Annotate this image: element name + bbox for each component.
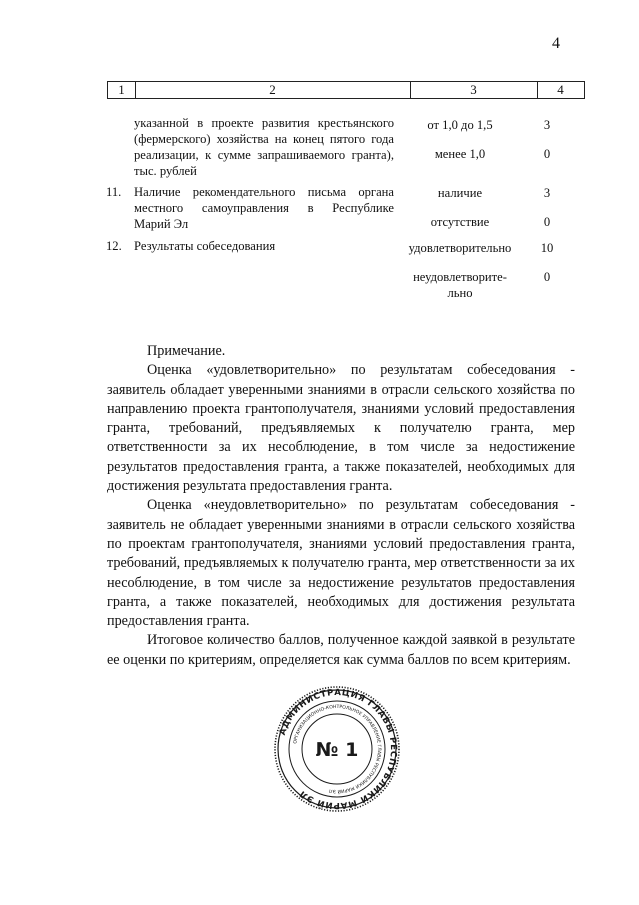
option-score: 0	[543, 147, 551, 161]
stamp-seal-icon	[272, 684, 402, 814]
criterion-line: (фермерского) хозяйства на конец пятого года	[134, 132, 394, 146]
option-score: 3	[543, 118, 551, 132]
table-header-row	[107, 81, 585, 99]
note-title: Примечание.	[147, 343, 226, 359]
criterion-line: указанной в проекте развития крестьянского	[134, 116, 394, 130]
option-value: от 1,0 до 1,5	[427, 118, 493, 132]
option-value: наличие	[437, 186, 483, 200]
note-paragraph: Оценка «удовлетворительно» по результатам собеседования - заявитель обладает уверенными знаниями в отрасли сельского хозяйства по направлению проекта грантополучателя, знаниями условий предоставления гранта, требований, предъявляемых к получателю гранта, мер ответственности за их несоблюдение, в том числе за недостижение результатов предоставления гранта, а также показателей, необходимых для достижения результата предоставления гранта.	[107, 362, 575, 495]
note-paragraph: Итоговое количество баллов, полученное каждой заявкой в результате ее оценки по критериям, определяется как сумма баллов по всем критериям.	[107, 632, 575, 668]
criterion-line: Наличие рекомендательного письма органа	[134, 185, 394, 199]
criterion-text: Результаты собеседования	[134, 239, 276, 253]
stamp-outer-text: АДМИНИСТРАЦИЯ ГЛАВЫ РЕСПУБЛИКИ МАРИЙ ЭЛ	[277, 687, 399, 811]
criterion-line: местного самоуправления в Республике	[134, 201, 394, 215]
page-number: 4	[552, 35, 560, 52]
header-col-1: 1	[118, 82, 125, 97]
option-score: 0	[543, 215, 551, 229]
option-score: 0	[543, 270, 551, 284]
criterion-line: Марий Эл	[134, 217, 189, 231]
option-value: удовлетворительно	[408, 241, 512, 255]
stamp-inner-text: ОРГАНИЗАЦИОННО-КОНТРОЛЬНОЕ УПРАВЛЕНИЕ ГЛАВЫ РЕСПУБЛИКИ МАРИЙ ЭЛ	[293, 704, 382, 794]
header-col-4: 4	[557, 82, 564, 97]
option-value: менее 1,0	[434, 147, 486, 161]
header-col-2: 2	[269, 82, 276, 97]
note-paragraph: Оценка «неудовлетворительно» по результатам собеседования - заявитель не обладает уверенными знаниями в отрасли сельского хозяйства по проектам грантополучателя, знаниями условий предоставления гранта, требований, предъявляемых к получателю гранта, мер ответственности за их несоблюдение, в том числе за недостижение результатов предоставления гранта, а также показателей, необходимых для достижения результата предоставления гранта.	[107, 497, 575, 630]
row-number: 12.	[106, 239, 122, 253]
criterion-line: тыс. рублей	[134, 164, 197, 178]
header-col-3: 3	[470, 82, 477, 97]
row-number: 11.	[106, 185, 122, 199]
option-value-line: неудовлетворите-	[413, 270, 507, 284]
option-value: отсутствие	[430, 215, 490, 229]
note-section	[107, 342, 575, 670]
official-stamp	[272, 684, 402, 814]
criterion-line: реализации, к сумме запрашиваемого гранта),	[134, 148, 394, 162]
option-value-line: льно	[447, 286, 473, 300]
option-score: 10	[540, 241, 554, 255]
stamp-number: № 1	[315, 739, 359, 761]
option-score: 3	[543, 186, 551, 200]
